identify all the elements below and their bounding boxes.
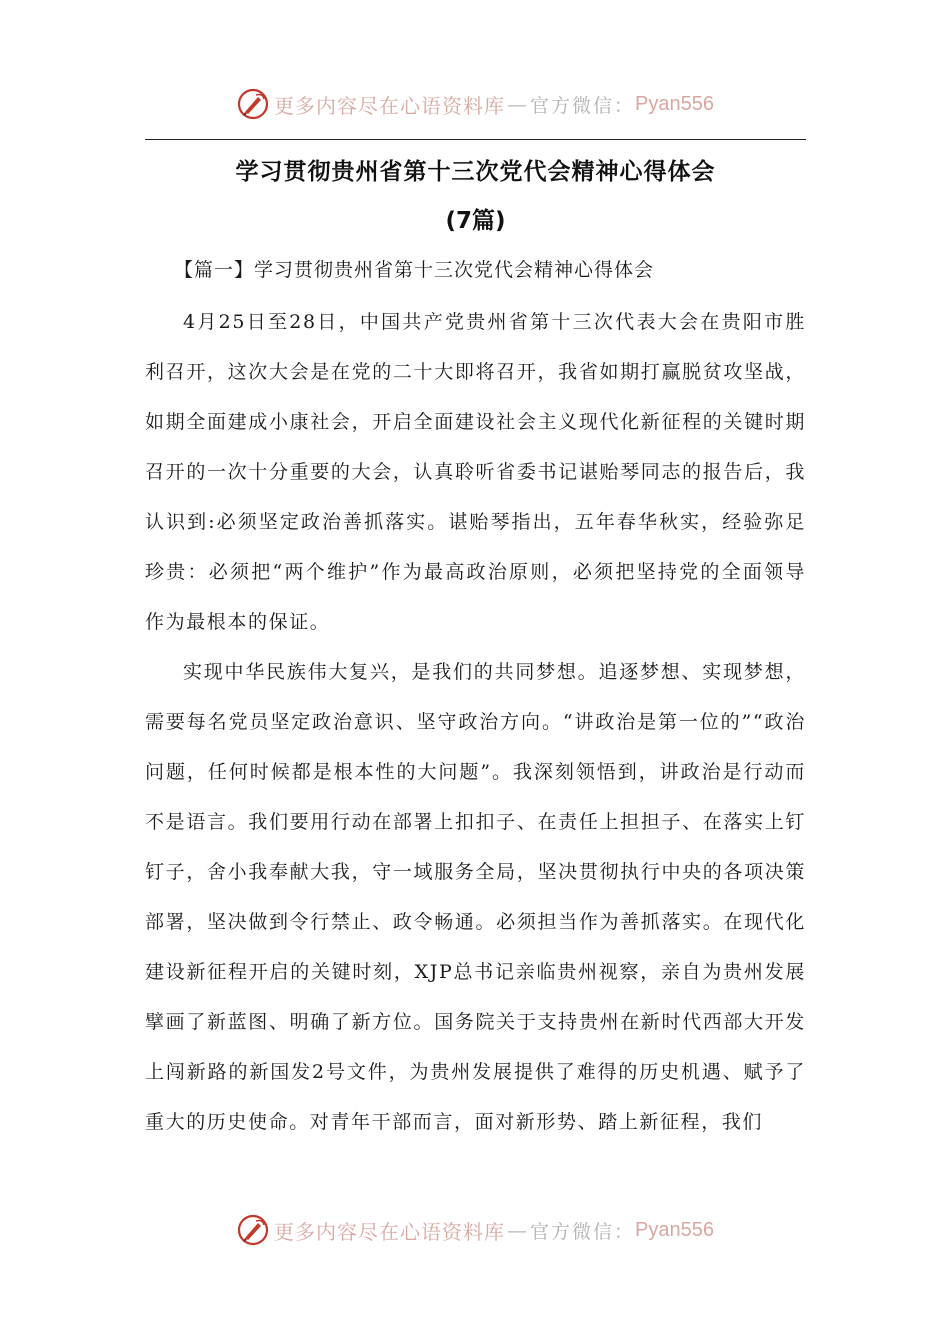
document-title: 学习贯彻贵州省第十三次党代会精神心得体会 <box>235 159 716 185</box>
banner-separator: — <box>507 92 528 116</box>
header-watermark-banner <box>0 84 950 124</box>
banner-site-text: 更多内容尽在心语资料库 <box>274 1219 505 1244</box>
banner-wechat-id: Pyan556 <box>635 1218 714 1241</box>
banner-wechat-label: 官方微信： <box>530 94 636 117</box>
pen-logo-icon <box>236 1213 270 1247</box>
banner-separator: — <box>507 1218 528 1242</box>
banner-wechat-label: 官方微信： <box>530 1220 636 1243</box>
banner-site-text: 更多内容尽在心语资料库 <box>274 93 505 118</box>
header-divider <box>145 139 806 140</box>
banner-wechat-id: Pyan556 <box>635 92 714 115</box>
body-paragraph: 4月25日至28日，中国共产党贵州省第十三次代表大会在贵阳市胜利召开，这次大会是在党的二十大即将召开，我省如期打赢脱贫攻坚战，如期全面建成小康社会，开启全面建设社会主义现代化新征程的关键时期召开的一次十分重要的大会，认真聆听省委书记谌贻琴同志的报告后，我认识到:必须坚定政治善抓落实。谌贻琴指出，五年春华秋实，经验弥足珍贵：必须把“两个维护”作为最高政治原则，必须把坚持党的全面领导作为最根本的保证。 <box>145 311 806 633</box>
document-subtitle: (7篇) <box>445 208 506 234</box>
section-heading: 【篇一】学习贯彻贵州省第十三次党代会精神心得体会 <box>174 259 655 281</box>
body-paragraph: 实现中华民族伟大复兴，是我们的共同梦想。追逐梦想、实现梦想，需要每名党员坚定政治意识、坚守政治方向。“讲政治是第一位的”“政治问题，任何时候都是根本性的大问题”。我深刻领悟到，讲政治是行动而不是语言。我们要用行动在部署上扣扣子、在责任上担担子、在落实上钉钉子，舍小我奉献大我，守一域服务全局，坚决贯彻执行中央的各项决策部署，坚决做到令行禁止、政令畅通。必须担当作为善抓落实。在现代化建设新征程开启的关键时刻，XJP总书记亲临贵州视察，亲自为贵州发展擘画了新蓝图、明确了新方位。国务院关于支持贵州在新时代西部大开发上闯新路的新国发2号文件，为贵州发展提供了难得的历史机遇、赋予了重大的历史使命。对青年干部而言，面对新形势、踏上新征程，我们 <box>145 661 806 1133</box>
document-body <box>145 297 806 1147</box>
pen-logo-icon <box>236 87 270 121</box>
footer-watermark-banner <box>0 1210 950 1250</box>
